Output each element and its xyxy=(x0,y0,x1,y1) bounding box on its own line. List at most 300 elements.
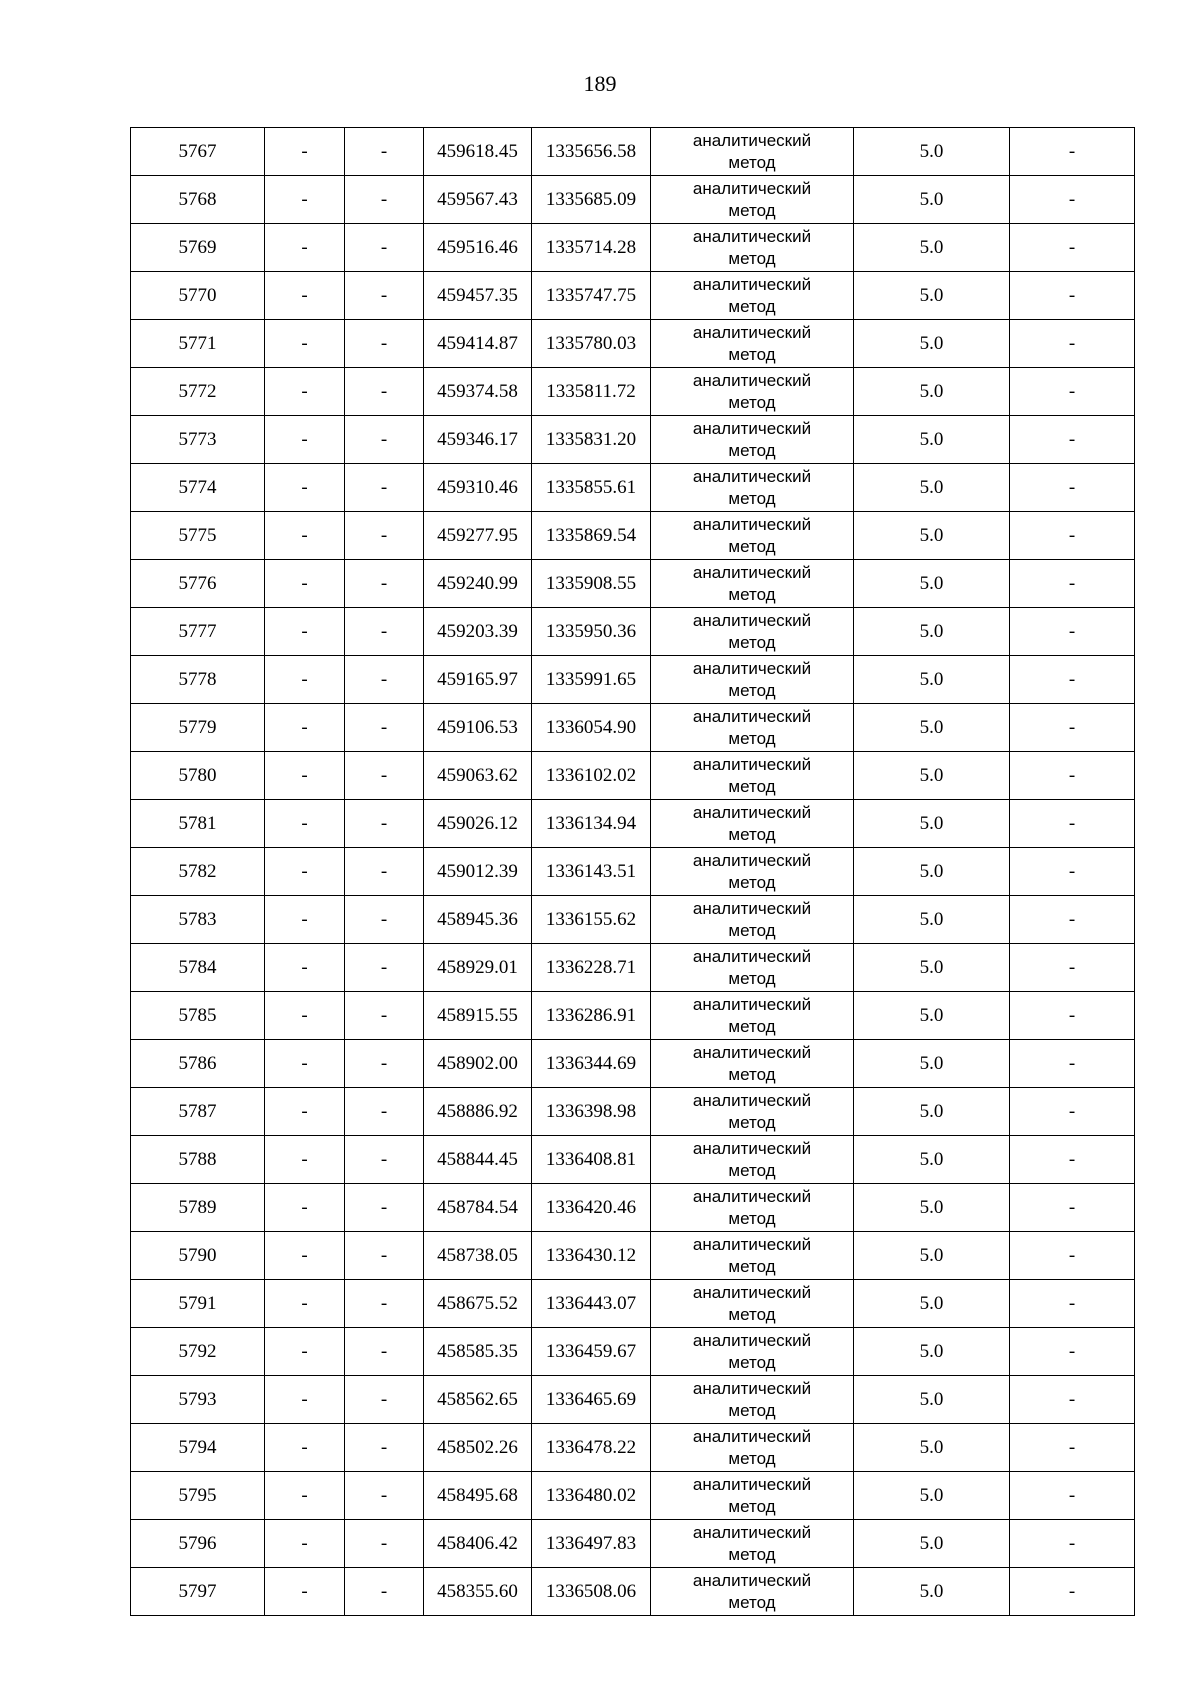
empty-dash-cell: - xyxy=(265,1520,345,1568)
x-coordinate-cell: 459310.46 xyxy=(424,464,532,512)
empty-dash-cell: - xyxy=(265,1280,345,1328)
accuracy-cell: 5.0 xyxy=(854,176,1010,224)
table-row xyxy=(131,176,1135,224)
accuracy-cell: 5.0 xyxy=(854,752,1010,800)
y-coordinate-cell: 1335811.72 xyxy=(532,368,651,416)
empty-dash-cell: - xyxy=(345,1184,424,1232)
empty-dash-cell: - xyxy=(345,416,424,464)
point-number-cell: 5793 xyxy=(131,1376,265,1424)
method-cell xyxy=(651,1280,854,1328)
empty-dash-cell: - xyxy=(265,560,345,608)
y-coordinate-cell: 1336508.06 xyxy=(532,1568,651,1616)
y-coordinate-cell: 1335991.65 xyxy=(532,656,651,704)
method-cell xyxy=(651,896,854,944)
empty-dash-cell: - xyxy=(265,800,345,848)
method-line-1: аналитический xyxy=(692,130,812,150)
point-number-cell: 5784 xyxy=(131,944,265,992)
method-cell xyxy=(651,560,854,608)
accuracy-cell: 5.0 xyxy=(854,1232,1010,1280)
table-row xyxy=(131,224,1135,272)
accuracy-cell: 5.0 xyxy=(854,656,1010,704)
table-row xyxy=(131,800,1135,848)
note-cell: - xyxy=(1010,752,1135,800)
method-cell xyxy=(651,416,854,464)
accuracy-cell: 5.0 xyxy=(854,1040,1010,1088)
method-line-2: метод xyxy=(728,824,776,844)
method-line-1: аналитический xyxy=(692,1282,812,1302)
point-number-cell: 5771 xyxy=(131,320,265,368)
method-line-1: аналитический xyxy=(692,1522,812,1542)
accuracy-cell: 5.0 xyxy=(854,560,1010,608)
method-line-2: метод xyxy=(728,488,776,508)
accuracy-cell: 5.0 xyxy=(854,1424,1010,1472)
method-cell xyxy=(651,1520,854,1568)
method-line-1: аналитический xyxy=(692,178,812,198)
method-line-1: аналитический xyxy=(692,1570,812,1590)
table-row xyxy=(131,320,1135,368)
empty-dash-cell: - xyxy=(345,1424,424,1472)
empty-dash-cell: - xyxy=(345,1088,424,1136)
point-number-cell: 5777 xyxy=(131,608,265,656)
empty-dash-cell: - xyxy=(265,1232,345,1280)
empty-dash-cell: - xyxy=(345,848,424,896)
point-number-cell: 5779 xyxy=(131,704,265,752)
y-coordinate-cell: 1336344.69 xyxy=(532,1040,651,1088)
empty-dash-cell: - xyxy=(265,848,345,896)
empty-dash-cell: - xyxy=(265,464,345,512)
x-coordinate-cell: 458902.00 xyxy=(424,1040,532,1088)
method-line-1: аналитический xyxy=(692,562,812,582)
point-number-cell: 5795 xyxy=(131,1472,265,1520)
table-row xyxy=(131,1376,1135,1424)
method-line-1: аналитический xyxy=(692,1378,812,1398)
method-line-1: аналитический xyxy=(692,1330,812,1350)
point-number-cell: 5768 xyxy=(131,176,265,224)
method-line-2: метод xyxy=(728,776,776,796)
x-coordinate-cell: 459165.97 xyxy=(424,656,532,704)
note-cell: - xyxy=(1010,272,1135,320)
page-number: 189 xyxy=(583,71,617,96)
note-cell: - xyxy=(1010,176,1135,224)
table-row xyxy=(131,1232,1135,1280)
x-coordinate-cell: 459457.35 xyxy=(424,272,532,320)
method-cell xyxy=(651,1472,854,1520)
empty-dash-cell: - xyxy=(265,1088,345,1136)
method-cell xyxy=(651,752,854,800)
point-number-cell: 5775 xyxy=(131,512,265,560)
empty-dash-cell: - xyxy=(265,320,345,368)
note-cell: - xyxy=(1010,1472,1135,1520)
point-number-cell: 5792 xyxy=(131,1328,265,1376)
method-line-2: метод xyxy=(728,392,776,412)
empty-dash-cell: - xyxy=(265,1040,345,1088)
x-coordinate-cell: 459516.46 xyxy=(424,224,532,272)
method-line-1: аналитический xyxy=(692,418,812,438)
method-line-2: метод xyxy=(728,1208,776,1228)
y-coordinate-cell: 1336143.51 xyxy=(532,848,651,896)
accuracy-cell: 5.0 xyxy=(854,1520,1010,1568)
method-cell xyxy=(651,1328,854,1376)
note-cell: - xyxy=(1010,368,1135,416)
method-line-2: метод xyxy=(728,1352,776,1372)
table-row xyxy=(131,128,1135,176)
method-cell xyxy=(651,992,854,1040)
method-line-1: аналитический xyxy=(692,1090,812,1110)
method-line-1: аналитический xyxy=(692,658,812,678)
method-line-1: аналитический xyxy=(692,1138,812,1158)
point-number-cell: 5785 xyxy=(131,992,265,1040)
point-number-cell: 5778 xyxy=(131,656,265,704)
empty-dash-cell: - xyxy=(345,896,424,944)
point-number-cell: 5770 xyxy=(131,272,265,320)
accuracy-cell: 5.0 xyxy=(854,128,1010,176)
x-coordinate-cell: 459063.62 xyxy=(424,752,532,800)
y-coordinate-cell: 1336102.02 xyxy=(532,752,651,800)
point-number-cell: 5781 xyxy=(131,800,265,848)
empty-dash-cell: - xyxy=(345,1136,424,1184)
table-row xyxy=(131,944,1135,992)
accuracy-cell: 5.0 xyxy=(854,1136,1010,1184)
note-cell: - xyxy=(1010,416,1135,464)
table-row xyxy=(131,1280,1135,1328)
method-cell xyxy=(651,1088,854,1136)
point-number-cell: 5797 xyxy=(131,1568,265,1616)
accuracy-cell: 5.0 xyxy=(854,272,1010,320)
accuracy-cell: 5.0 xyxy=(854,1280,1010,1328)
method-line-2: метод xyxy=(728,1496,776,1516)
x-coordinate-cell: 459567.43 xyxy=(424,176,532,224)
empty-dash-cell: - xyxy=(265,752,345,800)
point-number-cell: 5782 xyxy=(131,848,265,896)
note-cell: - xyxy=(1010,656,1135,704)
y-coordinate-cell: 1335950.36 xyxy=(532,608,651,656)
note-cell: - xyxy=(1010,848,1135,896)
table-row xyxy=(131,1568,1135,1616)
y-coordinate-cell: 1335714.28 xyxy=(532,224,651,272)
method-line-2: метод xyxy=(728,872,776,892)
method-line-2: метод xyxy=(728,1160,776,1180)
accuracy-cell: 5.0 xyxy=(854,704,1010,752)
y-coordinate-cell: 1335855.61 xyxy=(532,464,651,512)
method-cell xyxy=(651,368,854,416)
y-coordinate-cell: 1335869.54 xyxy=(532,512,651,560)
note-cell: - xyxy=(1010,1520,1135,1568)
point-number-cell: 5786 xyxy=(131,1040,265,1088)
method-line-2: метод xyxy=(728,344,776,364)
method-cell xyxy=(651,1040,854,1088)
x-coordinate-cell: 458585.35 xyxy=(424,1328,532,1376)
method-line-1: аналитический xyxy=(692,610,812,630)
x-coordinate-cell: 458915.55 xyxy=(424,992,532,1040)
note-cell: - xyxy=(1010,128,1135,176)
accuracy-cell: 5.0 xyxy=(854,944,1010,992)
point-number-cell: 5773 xyxy=(131,416,265,464)
method-line-1: аналитический xyxy=(692,274,812,294)
x-coordinate-cell: 459240.99 xyxy=(424,560,532,608)
method-line-1: аналитический xyxy=(692,1042,812,1062)
empty-dash-cell: - xyxy=(345,752,424,800)
empty-dash-cell: - xyxy=(265,1184,345,1232)
empty-dash-cell: - xyxy=(265,1472,345,1520)
method-line-1: аналитический xyxy=(692,226,812,246)
empty-dash-cell: - xyxy=(265,272,345,320)
note-cell: - xyxy=(1010,1040,1135,1088)
table-row xyxy=(131,1520,1135,1568)
accuracy-cell: 5.0 xyxy=(854,992,1010,1040)
point-number-cell: 5780 xyxy=(131,752,265,800)
method-cell xyxy=(651,320,854,368)
method-line-1: аналитический xyxy=(692,754,812,774)
empty-dash-cell: - xyxy=(265,224,345,272)
x-coordinate-cell: 458502.26 xyxy=(424,1424,532,1472)
note-cell: - xyxy=(1010,1280,1135,1328)
point-number-cell: 5787 xyxy=(131,1088,265,1136)
method-cell xyxy=(651,512,854,560)
empty-dash-cell: - xyxy=(265,1568,345,1616)
note-cell: - xyxy=(1010,320,1135,368)
point-number-cell: 5791 xyxy=(131,1280,265,1328)
table-row xyxy=(131,608,1135,656)
y-coordinate-cell: 1335747.75 xyxy=(532,272,651,320)
point-number-cell: 5789 xyxy=(131,1184,265,1232)
empty-dash-cell: - xyxy=(345,608,424,656)
x-coordinate-cell: 459374.58 xyxy=(424,368,532,416)
x-coordinate-cell: 459026.12 xyxy=(424,800,532,848)
accuracy-cell: 5.0 xyxy=(854,896,1010,944)
method-line-2: метод xyxy=(728,1112,776,1132)
accuracy-cell: 5.0 xyxy=(854,512,1010,560)
point-number-cell: 5790 xyxy=(131,1232,265,1280)
y-coordinate-cell: 1336459.67 xyxy=(532,1328,651,1376)
point-number-cell: 5774 xyxy=(131,464,265,512)
method-cell xyxy=(651,608,854,656)
coordinates-table xyxy=(130,127,1135,1616)
x-coordinate-cell: 459106.53 xyxy=(424,704,532,752)
x-coordinate-cell: 458562.65 xyxy=(424,1376,532,1424)
empty-dash-cell: - xyxy=(265,608,345,656)
accuracy-cell: 5.0 xyxy=(854,800,1010,848)
method-line-2: метод xyxy=(728,152,776,172)
point-number-cell: 5783 xyxy=(131,896,265,944)
y-coordinate-cell: 1336480.02 xyxy=(532,1472,651,1520)
note-cell: - xyxy=(1010,992,1135,1040)
note-cell: - xyxy=(1010,1328,1135,1376)
empty-dash-cell: - xyxy=(345,368,424,416)
table-row xyxy=(131,704,1135,752)
table-row xyxy=(131,416,1135,464)
x-coordinate-cell: 459346.17 xyxy=(424,416,532,464)
method-cell xyxy=(651,1568,854,1616)
x-coordinate-cell: 458406.42 xyxy=(424,1520,532,1568)
note-cell: - xyxy=(1010,464,1135,512)
table-row xyxy=(131,1184,1135,1232)
note-cell: - xyxy=(1010,944,1135,992)
method-line-2: метод xyxy=(728,1448,776,1468)
empty-dash-cell: - xyxy=(265,992,345,1040)
table-row xyxy=(131,992,1135,1040)
accuracy-cell: 5.0 xyxy=(854,464,1010,512)
table-row xyxy=(131,368,1135,416)
method-line-1: аналитический xyxy=(692,466,812,486)
method-line-2: метод xyxy=(728,680,776,700)
empty-dash-cell: - xyxy=(345,1568,424,1616)
x-coordinate-cell: 458784.54 xyxy=(424,1184,532,1232)
method-line-2: метод xyxy=(728,1064,776,1084)
method-cell xyxy=(651,1376,854,1424)
y-coordinate-cell: 1336465.69 xyxy=(532,1376,651,1424)
empty-dash-cell: - xyxy=(345,176,424,224)
method-line-2: метод xyxy=(728,584,776,604)
empty-dash-cell: - xyxy=(345,224,424,272)
method-cell xyxy=(651,1424,854,1472)
empty-dash-cell: - xyxy=(345,992,424,1040)
accuracy-cell: 5.0 xyxy=(854,1088,1010,1136)
accuracy-cell: 5.0 xyxy=(854,1472,1010,1520)
y-coordinate-cell: 1336155.62 xyxy=(532,896,651,944)
method-cell xyxy=(651,1232,854,1280)
empty-dash-cell: - xyxy=(265,896,345,944)
note-cell: - xyxy=(1010,800,1135,848)
note-cell: - xyxy=(1010,1088,1135,1136)
method-cell xyxy=(651,656,854,704)
table-row xyxy=(131,1424,1135,1472)
empty-dash-cell: - xyxy=(265,416,345,464)
method-line-2: метод xyxy=(728,1544,776,1564)
method-line-2: метод xyxy=(728,1592,776,1612)
accuracy-cell: 5.0 xyxy=(854,416,1010,464)
method-cell xyxy=(651,464,854,512)
y-coordinate-cell: 1336420.46 xyxy=(532,1184,651,1232)
table-row xyxy=(131,560,1135,608)
method-line-2: метод xyxy=(728,968,776,988)
accuracy-cell: 5.0 xyxy=(854,1328,1010,1376)
method-line-2: метод xyxy=(728,1256,776,1276)
method-line-2: метод xyxy=(728,248,776,268)
empty-dash-cell: - xyxy=(345,1376,424,1424)
y-coordinate-cell: 1336497.83 xyxy=(532,1520,651,1568)
y-coordinate-cell: 1336398.98 xyxy=(532,1088,651,1136)
x-coordinate-cell: 458929.01 xyxy=(424,944,532,992)
empty-dash-cell: - xyxy=(345,464,424,512)
table-row xyxy=(131,896,1135,944)
y-coordinate-cell: 1336478.22 xyxy=(532,1424,651,1472)
empty-dash-cell: - xyxy=(265,512,345,560)
empty-dash-cell: - xyxy=(265,1136,345,1184)
empty-dash-cell: - xyxy=(345,1472,424,1520)
note-cell: - xyxy=(1010,224,1135,272)
empty-dash-cell: - xyxy=(345,1280,424,1328)
note-cell: - xyxy=(1010,1184,1135,1232)
x-coordinate-cell: 459203.39 xyxy=(424,608,532,656)
method-cell xyxy=(651,800,854,848)
point-number-cell: 5796 xyxy=(131,1520,265,1568)
method-line-1: аналитический xyxy=(692,898,812,918)
empty-dash-cell: - xyxy=(345,1040,424,1088)
method-line-2: метод xyxy=(728,632,776,652)
table-row xyxy=(131,464,1135,512)
note-cell: - xyxy=(1010,1136,1135,1184)
x-coordinate-cell: 459618.45 xyxy=(424,128,532,176)
accuracy-cell: 5.0 xyxy=(854,848,1010,896)
point-number-cell: 5769 xyxy=(131,224,265,272)
point-number-cell: 5788 xyxy=(131,1136,265,1184)
table-row xyxy=(131,272,1135,320)
accuracy-cell: 5.0 xyxy=(854,608,1010,656)
method-line-1: аналитический xyxy=(692,322,812,342)
y-coordinate-cell: 1335685.09 xyxy=(532,176,651,224)
y-coordinate-cell: 1336430.12 xyxy=(532,1232,651,1280)
note-cell: - xyxy=(1010,512,1135,560)
accuracy-cell: 5.0 xyxy=(854,224,1010,272)
method-line-1: аналитический xyxy=(692,994,812,1014)
point-number-cell: 5776 xyxy=(131,560,265,608)
y-coordinate-cell: 1336134.94 xyxy=(532,800,651,848)
method-line-2: метод xyxy=(728,296,776,316)
accuracy-cell: 5.0 xyxy=(854,1568,1010,1616)
method-cell xyxy=(651,944,854,992)
method-cell xyxy=(651,272,854,320)
method-cell xyxy=(651,176,854,224)
empty-dash-cell: - xyxy=(345,320,424,368)
x-coordinate-cell: 458844.45 xyxy=(424,1136,532,1184)
method-line-2: метод xyxy=(728,920,776,940)
x-coordinate-cell: 458886.92 xyxy=(424,1088,532,1136)
method-line-1: аналитический xyxy=(692,514,812,534)
method-line-2: метод xyxy=(728,200,776,220)
table-row xyxy=(131,848,1135,896)
accuracy-cell: 5.0 xyxy=(854,1376,1010,1424)
x-coordinate-cell: 458738.05 xyxy=(424,1232,532,1280)
empty-dash-cell: - xyxy=(265,944,345,992)
x-coordinate-cell: 459414.87 xyxy=(424,320,532,368)
empty-dash-cell: - xyxy=(345,800,424,848)
method-cell xyxy=(651,224,854,272)
x-coordinate-cell: 458675.52 xyxy=(424,1280,532,1328)
table-row xyxy=(131,1088,1135,1136)
accuracy-cell: 5.0 xyxy=(854,320,1010,368)
method-line-1: аналитический xyxy=(692,1186,812,1206)
method-cell xyxy=(651,704,854,752)
empty-dash-cell: - xyxy=(345,1520,424,1568)
method-line-1: аналитический xyxy=(692,1426,812,1446)
method-line-2: метод xyxy=(728,1400,776,1420)
empty-dash-cell: - xyxy=(265,128,345,176)
y-coordinate-cell: 1336228.71 xyxy=(532,944,651,992)
empty-dash-cell: - xyxy=(265,704,345,752)
empty-dash-cell: - xyxy=(345,560,424,608)
point-number-cell: 5767 xyxy=(131,128,265,176)
method-line-1: аналитический xyxy=(692,802,812,822)
note-cell: - xyxy=(1010,1376,1135,1424)
method-line-2: метод xyxy=(728,1304,776,1324)
note-cell: - xyxy=(1010,560,1135,608)
table-row xyxy=(131,752,1135,800)
y-coordinate-cell: 1335908.55 xyxy=(532,560,651,608)
point-number-cell: 5794 xyxy=(131,1424,265,1472)
empty-dash-cell: - xyxy=(265,368,345,416)
method-line-1: аналитический xyxy=(692,370,812,390)
empty-dash-cell: - xyxy=(345,272,424,320)
method-line-1: аналитический xyxy=(692,946,812,966)
table-row xyxy=(131,1472,1135,1520)
method-cell xyxy=(651,128,854,176)
y-coordinate-cell: 1335656.58 xyxy=(532,128,651,176)
y-coordinate-cell: 1336408.81 xyxy=(532,1136,651,1184)
x-coordinate-cell: 458495.68 xyxy=(424,1472,532,1520)
note-cell: - xyxy=(1010,1232,1135,1280)
empty-dash-cell: - xyxy=(265,656,345,704)
empty-dash-cell: - xyxy=(265,176,345,224)
